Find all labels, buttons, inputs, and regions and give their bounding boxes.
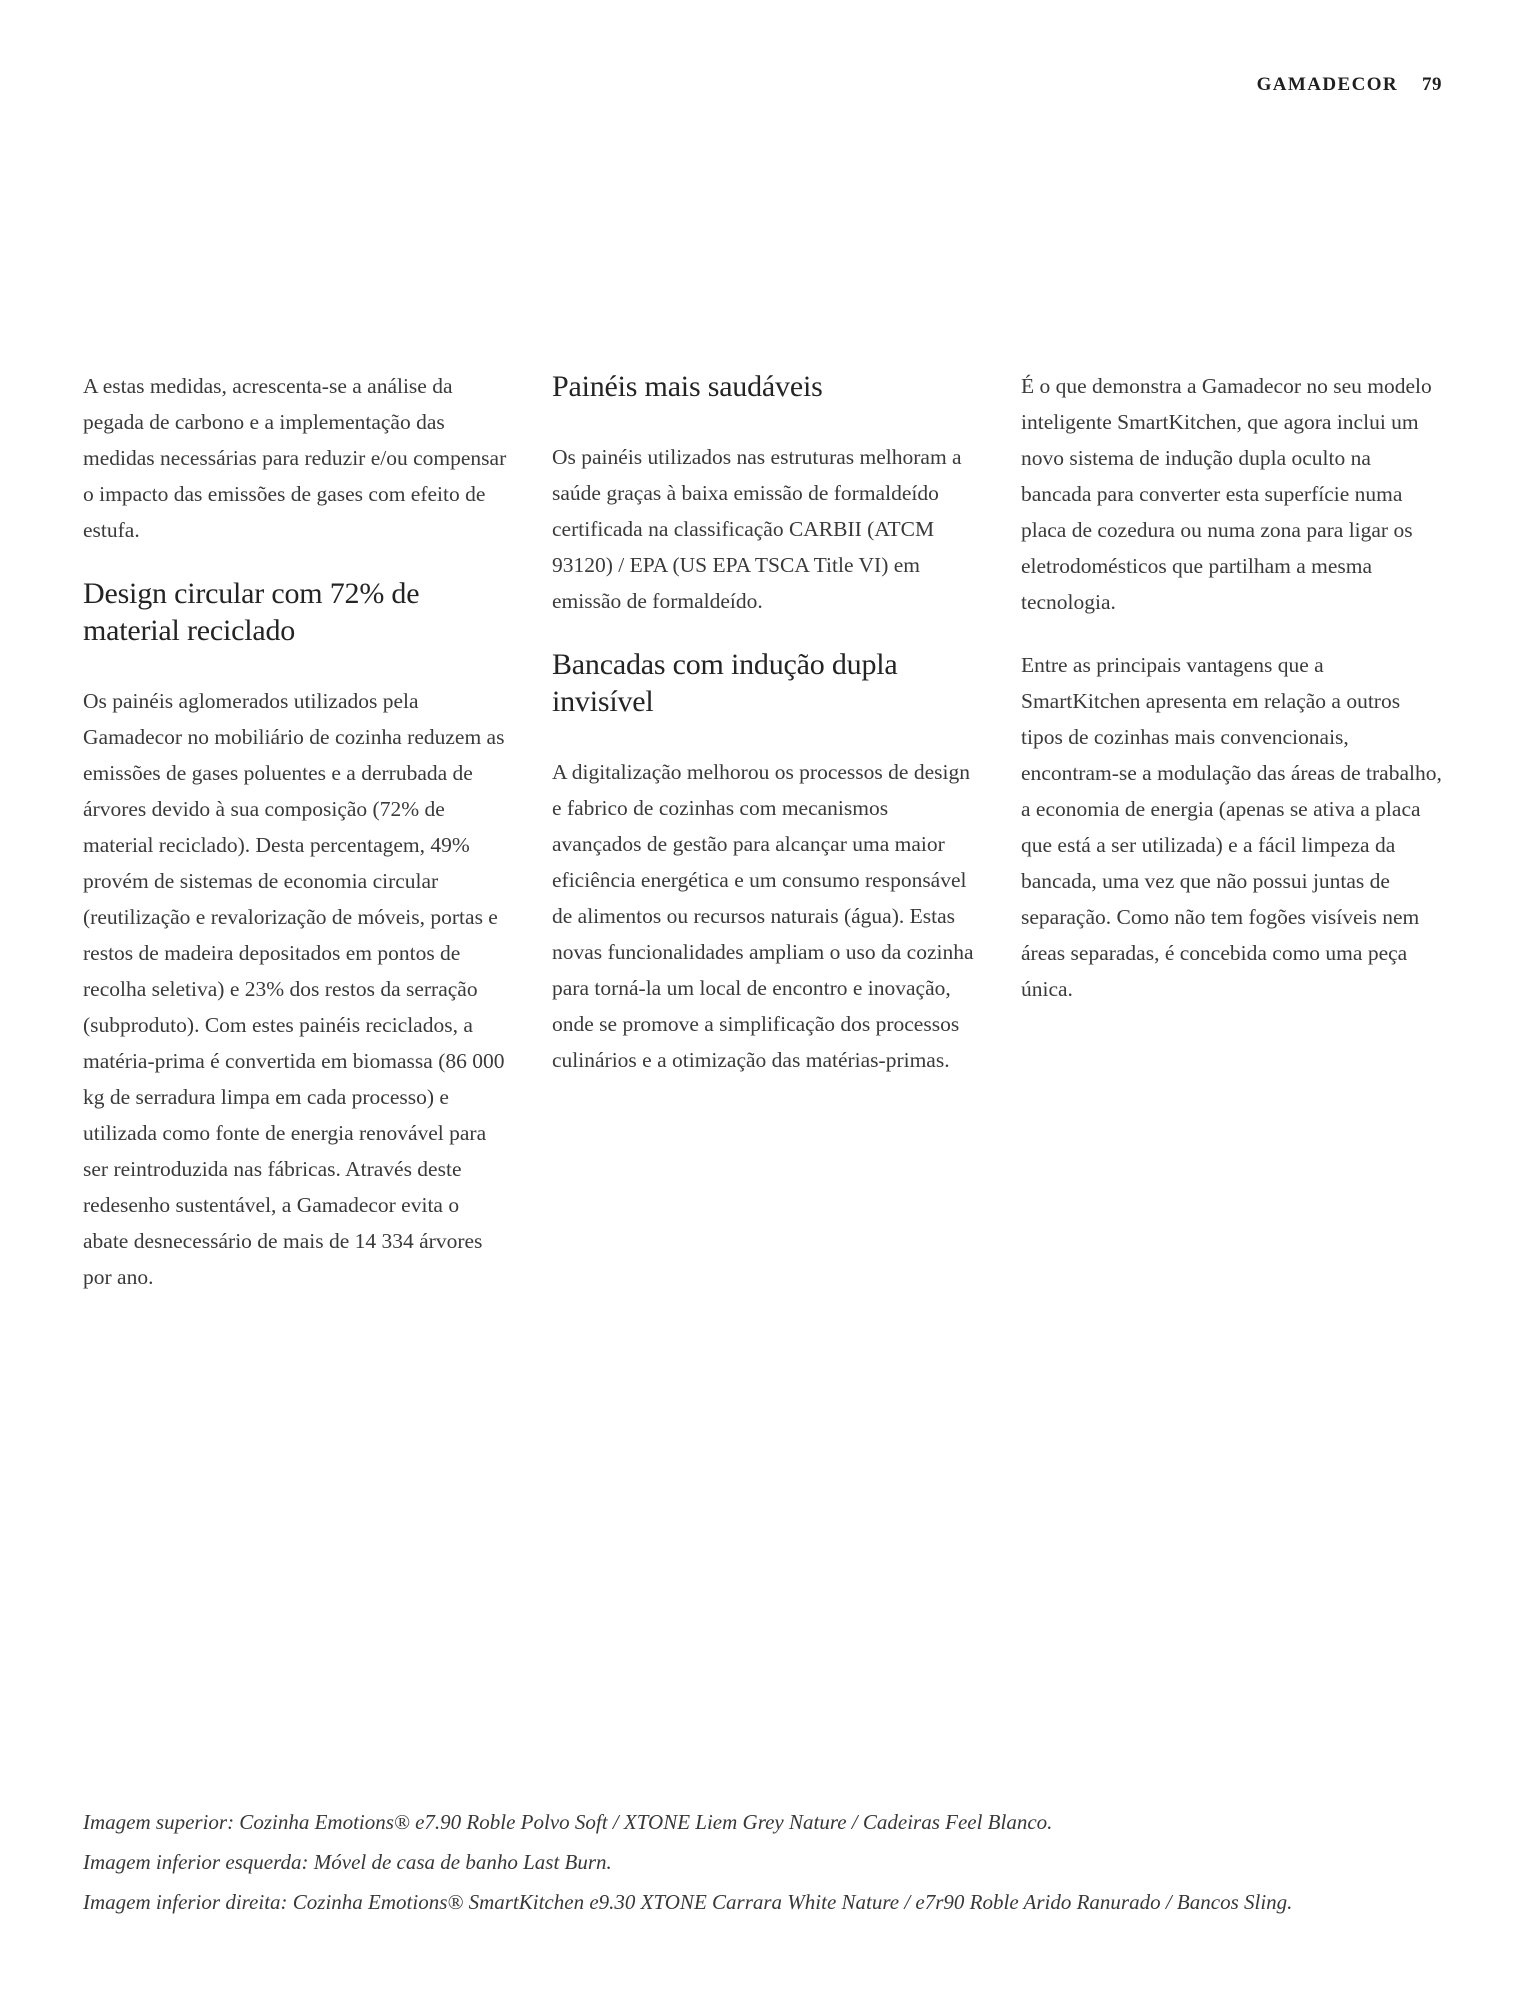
section-heading-induction-countertops: Bancadas com indução dupla invisível xyxy=(552,648,898,718)
article-columns xyxy=(83,368,1445,1322)
page-header xyxy=(1257,74,1442,96)
column-right xyxy=(1021,368,1445,1322)
intro-paragraph: A estas medidas, acrescenta-se a análise da pegada de carbono e a implementação das medidas necessárias para reduzir e/ou compensar o impacto das emissões de gases com efeito de estufa. xyxy=(83,374,507,542)
section-heading-healthier-panels: Painéis mais saudáveis xyxy=(552,370,823,403)
brand-name: GAMADECOR xyxy=(1256,74,1398,95)
caption-bottom-right-image: Imagem inferior direita: Cozinha Emotions® SmartKitchen e9.30 XTONE Carrara White Nature / e7r90 Roble Arido Ranurado / Bancos Sling. xyxy=(83,1890,1293,1914)
image-captions xyxy=(83,1802,1473,1922)
caption-top-image: Imagem superior: Cozinha Emotions® e7.90 Roble Polvo Soft / XTONE Liem Grey Nature / Cadeiras Feel Blanco. xyxy=(83,1810,1053,1834)
body-paragraph-advantages: Entre as principais vantagens que a SmartKitchen apresenta em relação a outros tipos de cozinhas mais convencionais, encontram-se a modulação das áreas de trabalho, a economia de energia (apenas se ativa a placa que está a ser utilizada) e a fácil limpeza da bancada, uma vez que não possui juntas de separação. Como não tem fogões visíveis nem áreas separadas, é concebida como uma peça única. xyxy=(1021,653,1442,1001)
body-paragraph-formaldehyde: Os painéis utilizados nas estruturas melhoram a saúde graças à baixa emissão de formaldeído certificada na classificação CARBII (ATCM 93120) / EPA (US EPA TSCA Title VI) em emissão de formaldeído. xyxy=(552,445,962,613)
body-paragraph-recycled-panels: Os painéis aglomerados utilizados pela Gamadecor no mobiliário de cozinha reduzem as emissões de gases poluentes e a derrubada de árvores devido à sua composição (72% de material reciclado). Desta percentagem, 49% provém de sistemas de economia circular (reutilização e revalorização de móveis, portas e restos de madeira depositados em pontos de recolha seletiva) e 23% dos restos da serração (subproduto). Com estes painéis reciclados, a matéria-prima é convertida em biomassa (86 000 kg de serradura limpa em cada processo) e utilizada como fonte de energia renovável para ser reintroduzida nas fábricas. Através deste redesenho sustentável, a Gamadecor evita o abate desnecessário de mais de 14 334 árvores por ano. xyxy=(83,689,505,1289)
column-left xyxy=(83,368,507,1322)
body-paragraph-smartkitchen: É o que demonstra a Gamadecor no seu modelo inteligente SmartKitchen, que agora inclui um novo sistema de indução dupla oculto na bancada para converter esta superfície numa placa de cozedura ou numa zona para ligar os eletrodomésticos que partilham a mesma tecnologia. xyxy=(1021,374,1432,614)
page-number: 79 xyxy=(1422,74,1442,95)
body-paragraph-digitalization: A digitalização melhorou os processos de design e fabrico de cozinhas com mecanismos avançados de gestão para alcançar uma maior eficiência energética e um consumo responsável de alimentos ou recursos naturais (água). Estas novas funcionalidades ampliam o uso da cozinha para torná-la um local de encontro e inovação, onde se promove a simplificação dos processos culinários e a otimização das matérias-primas. xyxy=(552,760,974,1072)
caption-bottom-left-image: Imagem inferior esquerda: Móvel de casa de banho Last Burn. xyxy=(83,1850,612,1874)
column-middle xyxy=(552,368,976,1322)
section-heading-circular-design: Design circular com 72% de material reciclado xyxy=(83,577,420,647)
